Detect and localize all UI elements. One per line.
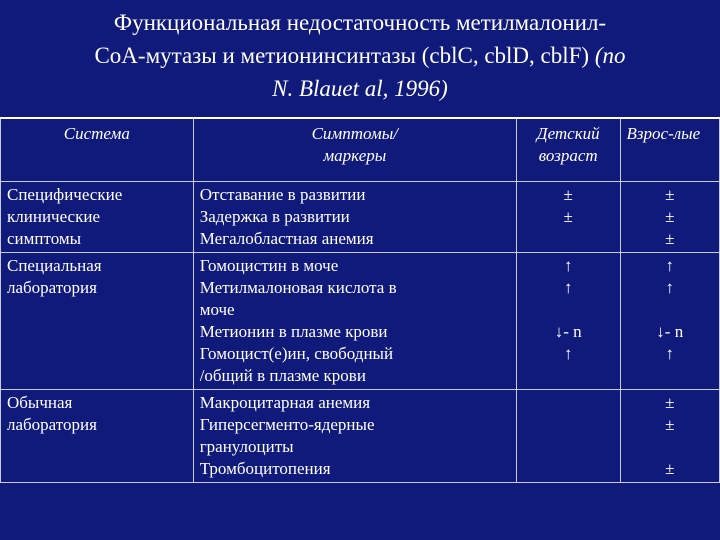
row1-system [1, 182, 194, 253]
row3-child-mark [523, 414, 614, 436]
row3-symptom: Гиперсегменто-ядерные [199, 415, 375, 434]
row2-adult-mark: ↑ [665, 344, 674, 363]
header-child-age [516, 118, 620, 182]
row2-adult-mark: ↓- n [656, 322, 684, 341]
row1-child-mark [523, 228, 614, 250]
table-row [1, 182, 720, 253]
title-line-2 [0, 39, 720, 72]
row2-system-line: лаборатория [7, 278, 97, 297]
row3-symptom: Макроцитарная анемия [199, 393, 371, 412]
title-reference-start: (по [594, 43, 626, 68]
row3-adult-marks [620, 390, 719, 483]
row3-adult-mark: ± [665, 393, 675, 412]
row2-symptom: Метионин в плазме крови [199, 322, 388, 341]
row1-adult-mark: ± [665, 207, 675, 226]
row3-symptoms [193, 390, 516, 483]
deficiency-table [0, 117, 720, 483]
header-adults: Взрос-лые [620, 118, 719, 182]
row1-child-mark: ± [563, 185, 573, 204]
row2-child-mark: ↑ [563, 278, 573, 297]
header-child-line1: Детский [536, 124, 600, 143]
row3-child-marks [516, 390, 620, 483]
row2-symptom: моче [199, 300, 235, 319]
row2-system-line: Специальная [7, 256, 102, 275]
row2-child-mark: ↑ [563, 344, 573, 363]
row2-adult-mark [627, 299, 713, 321]
row1-child-marks [516, 182, 620, 253]
row2-child-mark [523, 299, 614, 321]
slide-title [0, 6, 720, 105]
row2-child-mark: ↓- n [554, 322, 582, 341]
row3-symptom: гранулоциты [199, 437, 294, 456]
header-symptoms-line2: маркеры [323, 146, 387, 165]
row1-adult-mark: ± [665, 185, 675, 204]
title-reference: N. Blauet al, 1996) [272, 76, 448, 101]
row3-system [1, 390, 194, 483]
table-header-row [1, 118, 720, 182]
row3-adult-mark: ± [665, 415, 675, 434]
row1-system-line: клинические [7, 207, 101, 226]
table-row [1, 253, 720, 390]
row1-symptoms [193, 182, 516, 253]
row2-child-mark: ↑ [563, 256, 573, 275]
row3-child-mark [523, 392, 614, 414]
row2-system [1, 253, 194, 390]
row2-symptom: Метилмалоновая кислота в [199, 278, 397, 297]
row1-symptom: Отставание в развитии [199, 185, 366, 204]
row1-child-mark: ± [563, 207, 573, 226]
row3-adult-mark [627, 436, 713, 458]
row3-symptom: Тромбоцитопения [199, 459, 331, 478]
row3-child-mark [523, 458, 614, 480]
title-line-1: Функциональная недостаточность метилмалонил- [113, 10, 607, 35]
row2-symptom: Гомоцист(е)ин, свободный [199, 344, 394, 363]
title-line-2-main: CoA-мутазы и метионинсинтазы (cblC, cblD, cblF) [94, 43, 590, 68]
row1-adult-marks [620, 182, 719, 253]
table-row [1, 390, 720, 483]
row3-adult-mark: ± [665, 459, 675, 478]
header-symptoms [193, 118, 516, 182]
row3-system-line: лаборатория [7, 415, 97, 434]
header-system: Система [1, 118, 194, 182]
row2-adult-mark: ↑ [665, 256, 674, 275]
row2-child-mark [523, 365, 614, 387]
row2-adult-mark: ↑ [665, 278, 674, 297]
row1-system-line: Специфические [7, 185, 123, 204]
row1-system-line: симптомы [7, 229, 82, 248]
row1-symptom: Мегалобластная анемия [199, 229, 374, 248]
row1-adult-mark: ± [665, 229, 675, 248]
row2-symptom: /общий в плазме крови [199, 366, 366, 385]
row2-symptoms [193, 253, 516, 390]
row2-child-marks [516, 253, 620, 390]
row2-symptom: Гомоцистин в моче [199, 256, 339, 275]
row2-adult-mark [627, 365, 713, 387]
header-child-line2: возраст [538, 146, 598, 165]
row2-adult-marks [620, 253, 719, 390]
row1-symptom: Задержка в развитии [199, 207, 350, 226]
row3-child-mark [523, 436, 614, 458]
row3-system-line: Обычная [7, 393, 73, 412]
header-symptoms-line1: Симптомы/ [311, 124, 398, 143]
